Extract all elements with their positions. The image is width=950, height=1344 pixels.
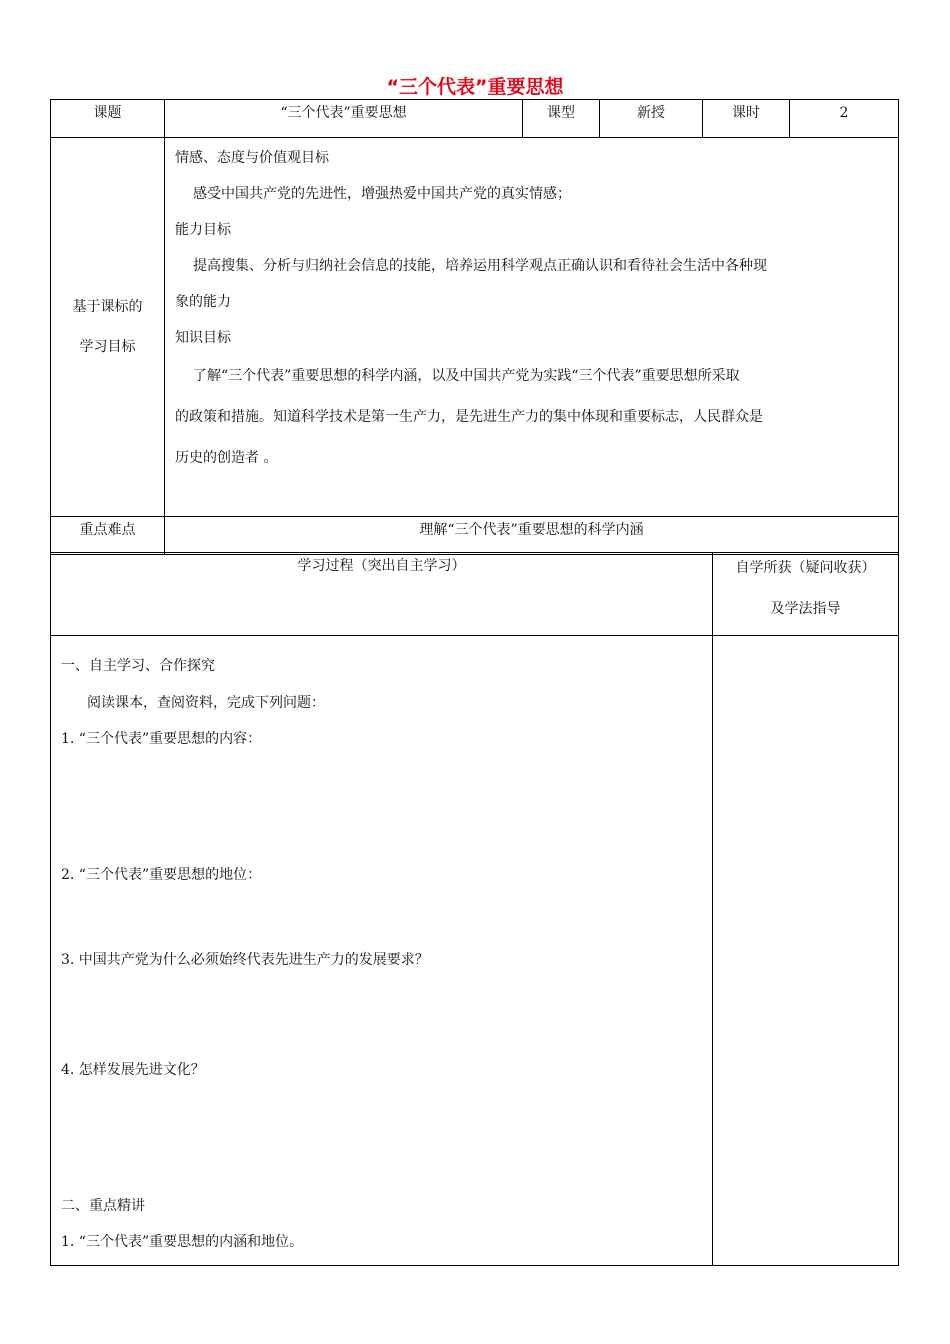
topic-label: 课题 [51, 100, 165, 138]
ability-text-line1: 提高搜集、分析与归纳社会信息的技能，培养运用科学观点正确认识和看待社会生活中各种现 [193, 258, 767, 274]
lesson-info-table [50, 99, 899, 555]
objectives-label-line2: 学习目标 [79, 339, 136, 355]
document-title: “三个代表”重要思想 [386, 76, 564, 98]
process-body-row [51, 636, 899, 1266]
process-header: 学习过程（突出自主学习） [51, 553, 713, 636]
side-header-line2: 及学法指导 [770, 601, 841, 617]
objectives-content [165, 138, 899, 517]
process-header-row [51, 553, 899, 636]
question-4: 4. 怎样发展先进文化？ [61, 1062, 205, 1078]
ability-text-line2: 象的能力 [175, 294, 231, 310]
process-notes-column [713, 636, 899, 1266]
side-header-line1: 自学所获（疑问收获） [735, 560, 876, 576]
objectives-label [51, 138, 165, 517]
process-body [51, 636, 713, 1266]
question-1: 1. “三个代表”重要思想的内容： [61, 731, 262, 747]
key-points-value: 理解“三个代表”重要思想的科学内涵 [165, 517, 899, 555]
knowledge-text-line2: 的政策和措施。知道科学技术是第一生产力，是先进生产力的集中体现和重要标志，人民群众是 [175, 409, 763, 425]
question-2: 2. “三个代表”重要思想的地位： [61, 867, 262, 883]
ability-heading: 能力目标 [175, 222, 231, 238]
knowledge-heading: 知识目标 [175, 330, 231, 346]
key-points-row [51, 517, 899, 555]
objectives-row [51, 138, 899, 517]
process-side-header [713, 553, 899, 636]
reading-instruction: 阅读课本，查阅资料，完成下列问题： [87, 695, 325, 711]
focus-item-1: 1. “三个代表”重要思想的内涵和地位。 [61, 1234, 304, 1250]
header-row [51, 100, 899, 138]
topic-value: “三个代表”重要思想 [165, 100, 523, 138]
section-2-heading: 二、重点精讲 [61, 1198, 145, 1214]
hours-label: 课时 [703, 100, 790, 138]
section-1-heading: 一、自主学习、合作探究 [61, 658, 215, 674]
question-3: 3. 中国共产党为什么必须始终代表先进生产力的发展要求？ [61, 952, 429, 968]
knowledge-text-line3: 历史的创造者 。 [175, 450, 278, 466]
hours-value: 2 [790, 100, 899, 138]
learning-process-table [50, 552, 899, 1266]
objectives-label-line1: 基于课标的 [72, 299, 143, 315]
key-points-label: 重点难点 [51, 517, 165, 555]
emotion-heading: 情感、态度与价值观目标 [175, 150, 329, 166]
emotion-text: 感受中国共产党的先进性，增强热爱中国共产党的真实情感； [193, 186, 571, 202]
type-value: 新授 [600, 100, 703, 138]
knowledge-text-line1: 了解“三个代表”重要思想的科学内涵，以及中国共产党为实践“三个代表”重要思想所采取 [193, 368, 740, 384]
type-label: 课型 [523, 100, 600, 138]
